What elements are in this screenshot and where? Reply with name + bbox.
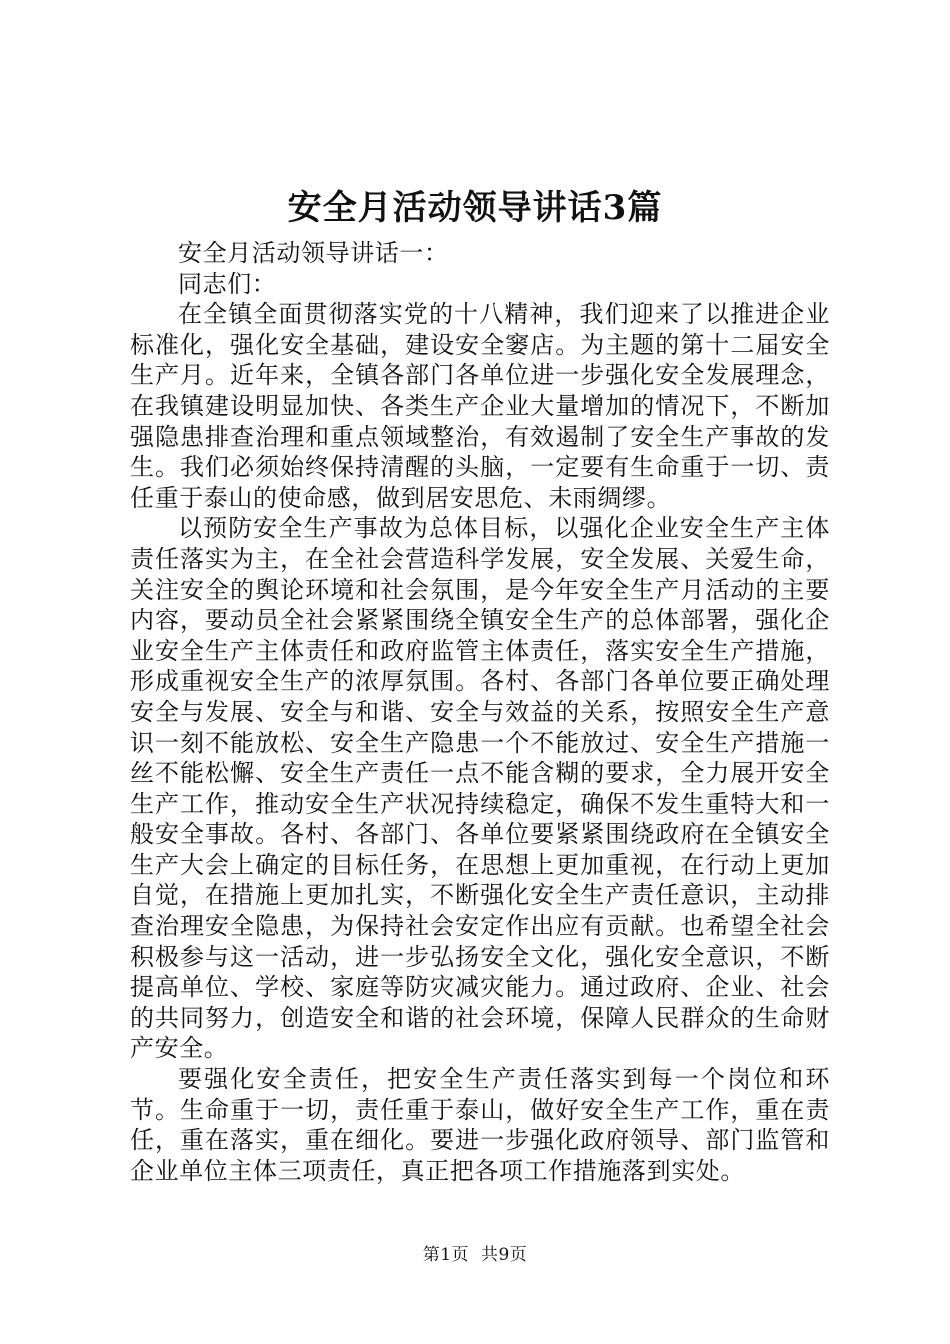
paragraph-1: 在全镇全面贯彻落实党的十八精神，我们迎来了以推进企业标准化，强化安全基础，建设安全窭店。为主题的第十二届安全生产月。近年来，全镇各部门各单位进一步强化安全发展理念，在我镇建设明显加快、各类生产企业大量增加的情况下，不断加强隐患排查治理和重点领域整治，有效遏制了安全生产事故的发生。我们必须始终保持清醒的头脑，一定要有生命重于一切、责任重于泰山的使命感，做到居安思危、未雨绸缪。 [130, 300, 830, 512]
paragraph-3: 要强化安全责任，把安全生产责任落实到每一个岗位和环节。生命重于一切，责任重于泰山，做好安全生产工作，重在责任，重在落实，重在细化。要进一步强化政府领导、部门监管和企业单位主体三项责任，真正把各项工作措施落到实处。 [130, 1065, 830, 1185]
section-heading: 安全月活动领导讲话一： [178, 239, 449, 267]
document-body [130, 238, 830, 1186]
paragraph-2: 以预防安全生产事故为总体目标，以强化企业安全生产主体责任落实为主，在全社会营造科学发展，安全发展、关爱生命，关注安全的舆论环境和社会氛围，是今年安全生产月活动的主要内容，要动员全社会紧紧围绕全镇安全生产的总体部署，强化企业安全生产主体责任和政府监管主体责任，落实安全生产措施，形成重视安全生产的浓厚氛围。各村、各部门各单位要正确处理安全与发展、安全与和谐、安全与效益的关系，按照安全生产意识一刻不能放松、安全生产隐患一个不能放过、安全生产措施一丝不能松懈、安全生产责任一点不能含糊的要求，全力展开安全生产工作，推动安全生产状况持续稳定，确保不发生重特大和一般安全事故。各村、各部门、各单位要紧紧围绕政府在全镇安全生产大会上确定的目标任务，在思想上更加重视，在行动上更加自觉，在措施上更加扎实，不断强化安全生产责任意识，主动排查治理安全隐患，为保持社会安定作出应有贡献。也希望全社会积极参与这一活动，进一步弘扬安全文化，强化安全意识，不断提高单位、学校、家庭等防灾减灾能力。通过政府、企业、社会的共同努力，创造安全和谐的社会环境，保障人民群众的生命财产安全。 [130, 514, 830, 1063]
page-footer: 第1页 共9页 [422, 1245, 528, 1265]
salutation: 同志们： [178, 269, 277, 298]
document-title: 安全月活动领导讲话3篇 [287, 188, 663, 228]
